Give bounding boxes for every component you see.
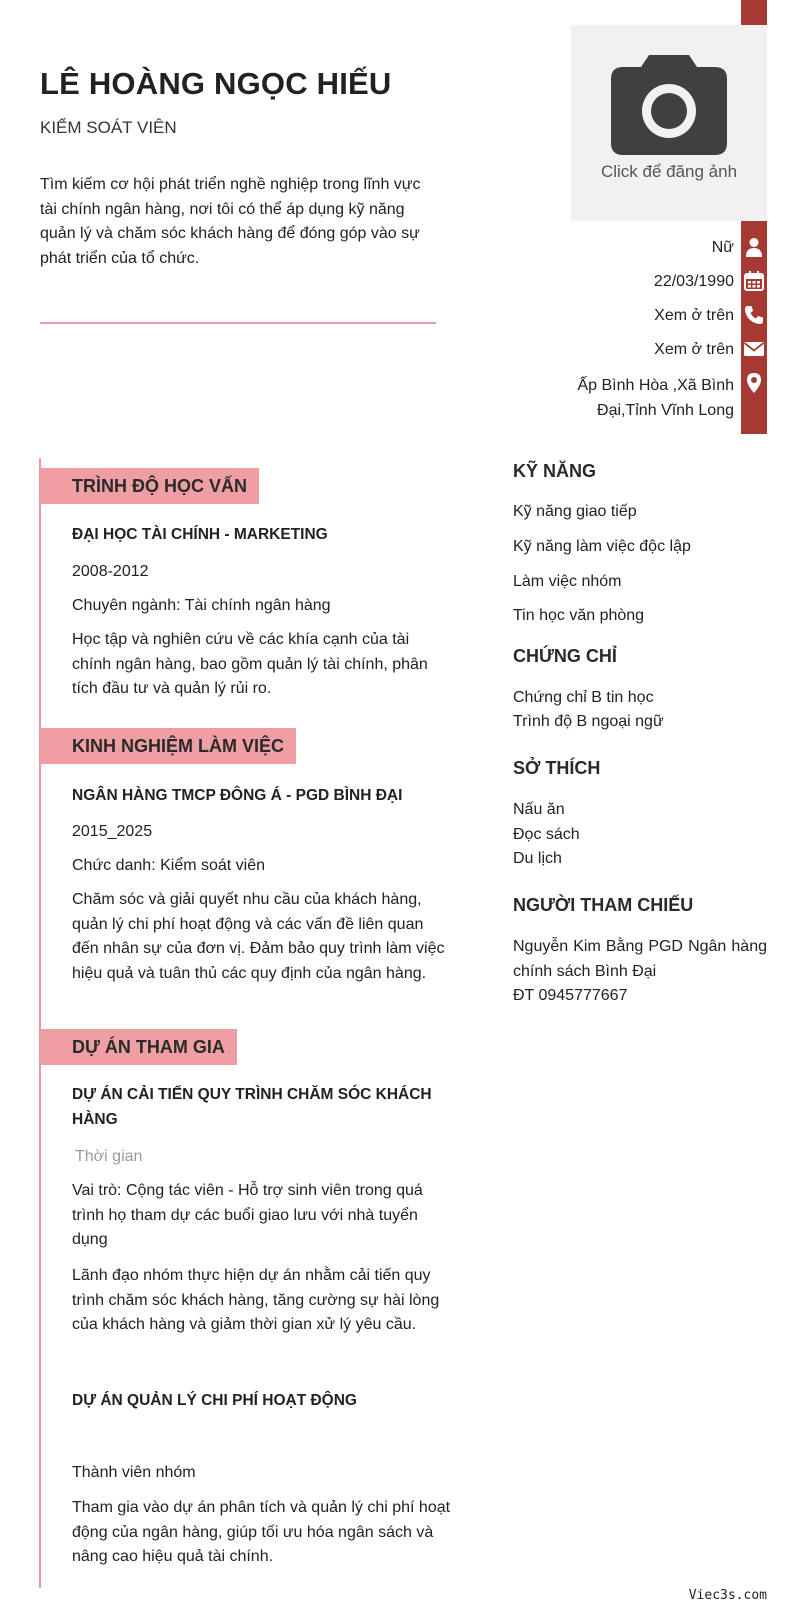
project-role: Vai trò: Cộng tác viên - Hỗ trợ sinh viên trong quá trình họ tham dự các buổi giao lưu với nhà tuyển dụng [72, 1182, 423, 1248]
experience-position: Chức danh: Kiểm soát viên [72, 857, 266, 874]
contact-gender: Nữ [711, 239, 734, 256]
hobby-item: Đọc sách [513, 826, 580, 843]
address-line-1: Ấp Bình Hòa ,Xã Bình [577, 377, 734, 394]
person-icon [743, 236, 765, 258]
certificate-item: Chứng chỉ B tin học [513, 689, 654, 706]
reference-person: Nguyễn Kim Bằng PGD Ngân hàng chính sách Bình Đại [513, 938, 767, 980]
hobby-item: Nấu ăn [513, 801, 565, 818]
phone-icon [743, 304, 765, 326]
reference-phone: ĐT 0945777667 [513, 987, 628, 1004]
project-role: Thành viên nhóm [72, 1464, 196, 1481]
skill-item: Làm việc nhóm [513, 573, 622, 590]
project-time: Thời gian [75, 1148, 143, 1165]
header-divider [40, 322, 436, 324]
experience-company: NGÂN HÀNG TMCP ĐÔNG Á - PGD BÌNH ĐẠI [72, 787, 403, 804]
contact-address [577, 374, 734, 423]
timeline-line [39, 458, 41, 1588]
skill-item: Kỹ năng làm việc độc lập [513, 538, 691, 555]
location-pin-icon [743, 372, 765, 394]
contact-birthday: 22/03/1990 [653, 273, 734, 290]
candidate-name: LÊ HOÀNG NGỌC HIẾU [40, 66, 392, 101]
education-description: Học tập và nghiên cứu về các khía cạnh của tài chính ngân hàng, bao gồm quản lý tài chính, phân tích đầu tư và quản lý rủi ro. [72, 631, 428, 697]
address-line-2: Đại,Tỉnh Vĩnh Long [597, 401, 734, 419]
hobbies-heading: SỞ THÍCH [513, 758, 601, 778]
education-heading: TRÌNH ĐỘ HỌC VẤN [41, 468, 259, 504]
education-major: Chuyên ngành: Tài chính ngân hàng [72, 597, 331, 614]
skills-heading: KỸ NĂNG [513, 461, 597, 481]
projects-heading: DỰ ÁN THAM GIA [41, 1029, 237, 1065]
certificates-heading: CHỨNG CHỈ [513, 646, 617, 666]
photo-upload-label[interactable]: Click để đăng ảnh [600, 162, 738, 181]
contact-email: Xem ở trên [654, 341, 734, 358]
accent-bar-top [741, 0, 767, 25]
education-school: ĐẠI HỌC TÀI CHÍNH - MARKETING [72, 526, 328, 543]
experience-period: 2015_2025 [72, 823, 153, 840]
experience-description: Chăm sóc và giải quyết nhu cầu của khách hàng, quản lý chi phí hoạt động và các vấn đề liên quan đến nhân sự của đơn vị. Đảm bảo quy trình làm việc hiệu quả và tuân thủ các quy định của ngân hàng. [72, 891, 445, 982]
certificate-item: Trình độ B ngoại ngữ [513, 713, 664, 730]
education-period: 2008-2012 [72, 563, 149, 580]
references-heading: NGƯỜI THAM CHIẾU [513, 895, 694, 915]
calendar-icon [743, 270, 765, 292]
career-objective: Tìm kiếm cơ hội phát triển nghề nghiệp trong lĩnh vực tài chính ngân hàng, nơi tôi có thể áp dụng kỹ năng quản lý và chăm sóc khách hàng để đóng góp vào sự phát triển của tổ chức. [40, 176, 421, 267]
skill-item: Tin học văn phòng [513, 607, 645, 624]
project-title: DỰ ÁN QUẢN LÝ CHI PHÍ HOẠT ĐỘNG [72, 1392, 357, 1409]
contact-phone: Xem ở trên [654, 307, 734, 324]
job-title: KIỂM SOÁT VIÊN [40, 118, 177, 137]
experience-heading: KINH NGHIỆM LÀM VIỆC [41, 728, 296, 764]
project-description: Tham gia vào dự án phân tích và quản lý chi phí hoạt động của ngân hàng, giúp tối ưu hóa ngân sách và nâng cao hiệu quả tài chính. [72, 1499, 451, 1565]
footer-watermark: Viec3s.com [688, 1588, 767, 1603]
project-title: DỰ ÁN CẢI TIẾN QUY TRÌNH CHĂM SÓC KHÁCH HÀNG [72, 1086, 432, 1128]
project-description: Lãnh đạo nhóm thực hiện dự án nhằm cải tiến quy trình chăm sóc khách hàng, tăng cường sự hài lòng của khách hàng và giảm thời gian xử lý yêu cầu. [72, 1267, 440, 1333]
skill-item: Kỹ năng giao tiếp [513, 503, 637, 520]
hobby-item: Du lịch [513, 850, 562, 867]
camera-icon[interactable] [611, 55, 727, 155]
email-icon [743, 338, 765, 360]
